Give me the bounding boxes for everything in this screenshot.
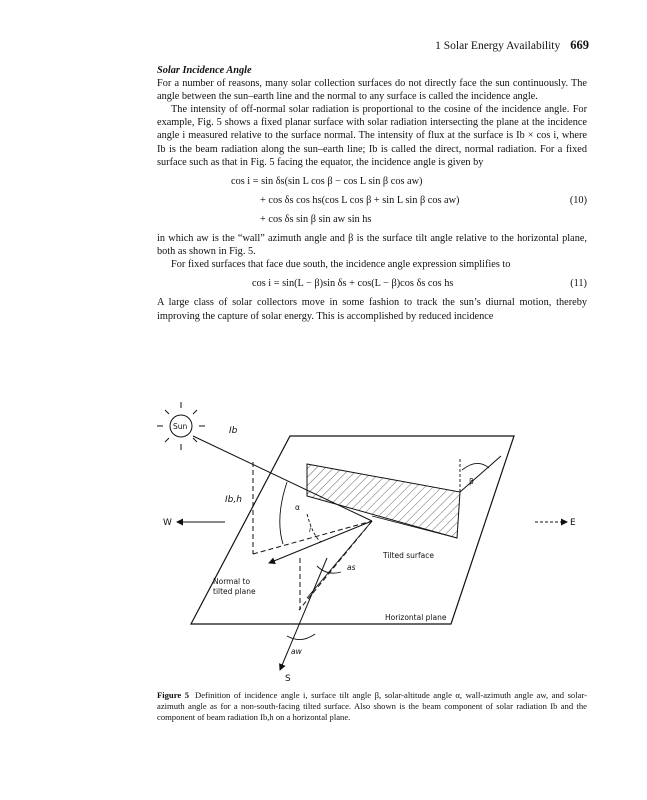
south-axis	[280, 558, 327, 670]
equation-10-line-2: + cos δs cos hs(cos L cos β + sin L sin β cos aw) (10)	[260, 194, 587, 206]
equation-11-number: (11)	[570, 278, 587, 290]
equation-11: cos i = sin(L − β)sin δs + cos(L − β)cos δs cos hs (11)	[252, 278, 587, 290]
equation-10-line-3: + cos δs sin β sin aw sin hs	[260, 213, 372, 225]
paragraph-2: The intensity of off-normal solar radiation is proportional to the cosine of the incidence angle. For example, Fig. 5 shows a fixed planar surface with solar radiation intersecting the plane at the incidence angle i measured relative to the surface normal. The intensity of flux at the surface is Ib × cos i, where Ib is the beam radiation along the sun–earth line; Ib is called the direct, normal radiation. For a fixed surface such as that in Fig. 5 facing the equator, the incidence angle is given by	[157, 104, 587, 168]
paragraph-3: in which aw is the “wall” azimuth angle and β is the surface tilt angle relative to the horizontal plane, both as shown in Fig. 5.	[157, 233, 587, 258]
i-label: i	[309, 525, 312, 534]
projection-line	[253, 521, 372, 554]
sun-azimuth-line	[307, 521, 372, 598]
east-label: E	[570, 518, 576, 528]
caption-text: Definition of incidence angle i, surface tilt angle β, solar-altitude angle α, wall-azimuth angle aw, and solar-azimuth angle as for a non-south-facing tilted surface. Also shown is the beam component of solar radiation Ib and the component of beam radiation Ib,h on a horizontal plane.	[157, 690, 587, 723]
figure-5	[157, 398, 577, 683]
tilted-surface-label: Tilted surface	[383, 551, 434, 560]
paragraph-4: For fixed surfaces that face due south, the incidence angle expression simplifies to	[171, 259, 511, 271]
running-title: 1 Solar Energy Availability	[435, 40, 561, 52]
as-label: as	[347, 563, 356, 572]
west-label: W	[163, 518, 172, 528]
equation-10-number: (10)	[569, 194, 587, 206]
aw-label: aw	[291, 647, 302, 656]
caption-label: Figure 5	[157, 690, 189, 700]
normal-label-2: tilted plane	[213, 587, 256, 596]
body-text	[157, 64, 587, 323]
figure-caption	[157, 690, 587, 724]
alpha-arc	[280, 482, 287, 544]
paragraph-1: For a number of reasons, many solar collection surfaces do not directly face the sun continuously. The angle between the sun–earth line and the normal to any surface is called the incidence angle.	[157, 78, 587, 103]
beta-label: β	[469, 477, 474, 486]
page-number: 669	[570, 38, 589, 52]
paragraph-5: A large class of solar collectors move in some fashion to track the sun’s diurnal motion, thereby improving the capture of solar energy. This is accomplished by reduced incidence	[157, 297, 587, 322]
beta-arc	[462, 463, 489, 470]
ib-label: Ib	[229, 426, 238, 436]
south-label: S	[285, 674, 291, 684]
ibh-label: Ib,h	[225, 495, 242, 505]
sun-label: Sun	[173, 422, 188, 431]
aw-arc	[287, 634, 315, 640]
horizontal-plane-label: Horizontal plane	[385, 613, 447, 622]
tilt-line	[460, 456, 501, 492]
alpha-label: α	[295, 503, 300, 512]
section-heading: Solar Incidence Angle	[157, 65, 252, 76]
equation-10-line-1: cos i = sin δs(sin L cos β − cos L sin β cos aw)	[231, 175, 423, 187]
running-header	[435, 38, 589, 53]
figure-5-diagram	[157, 398, 577, 683]
normal-label-1: Normal to	[213, 577, 251, 586]
